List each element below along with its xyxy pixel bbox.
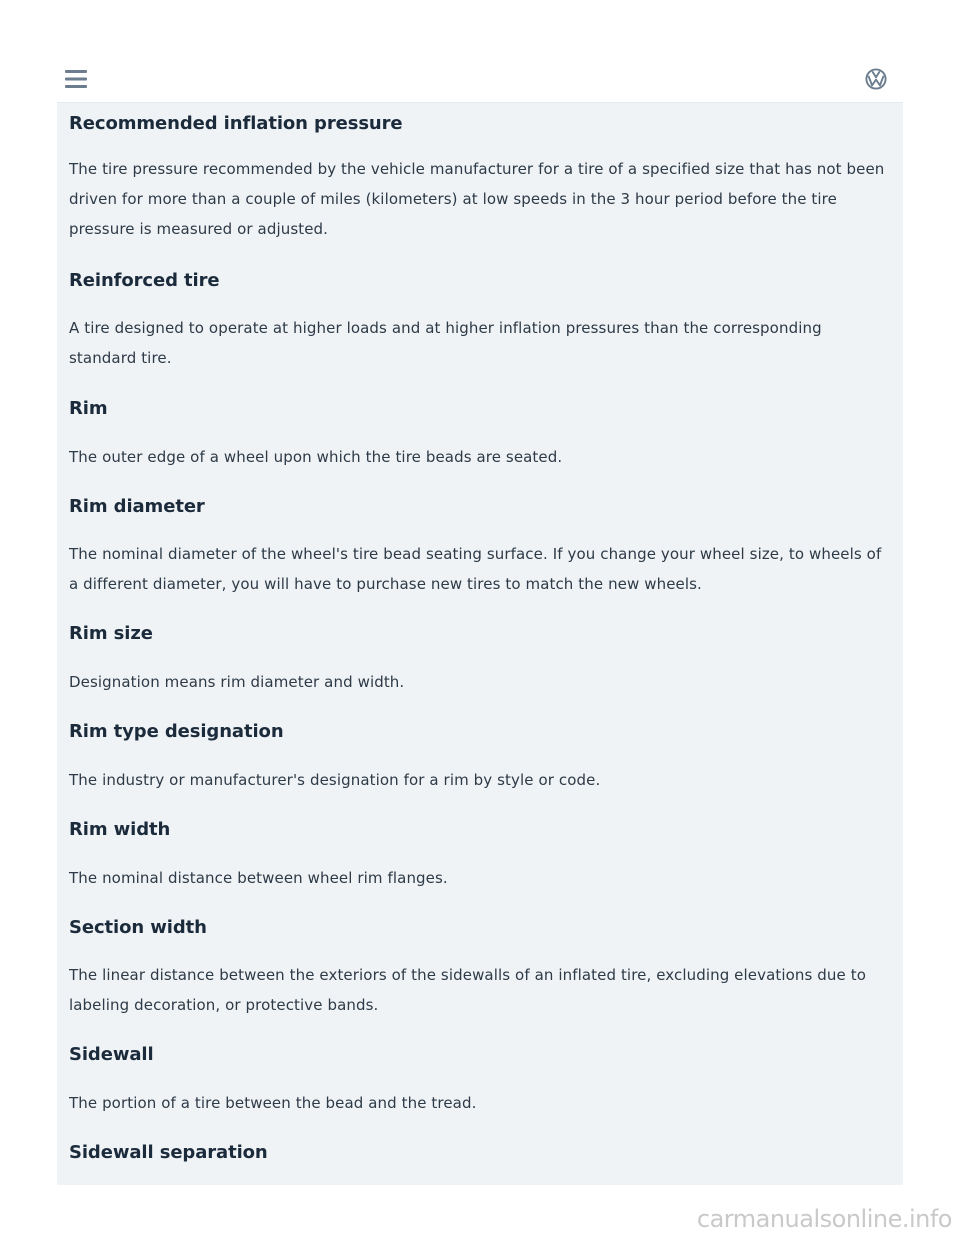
watermark: carmanualsonline.info <box>696 1205 952 1233</box>
entry-title: Rim <box>69 398 108 419</box>
entry-title: Rim type designation <box>69 721 284 742</box>
entry-title: Rim diameter <box>69 496 205 517</box>
entry-body: The nominal distance between wheel rim flanges. <box>69 869 448 887</box>
entry-body: The linear distance between the exteriors of the sidewalls of an inflated tire, excluding elevations due to labeling decoration, or protective bands. <box>69 966 866 1014</box>
glossary-content <box>57 103 903 1185</box>
entry-body: The tire pressure recommended by the vehicle manufacturer for a tire of a specified size that has not been driven for more than a couple of miles (kilometers) at low speeds in the 3 hour period before the tire pressure is measured or adjusted. <box>69 160 885 238</box>
entry-body: The portion of a tire between the bead and the tread. <box>69 1094 477 1112</box>
entry-title: Rim width <box>69 819 171 840</box>
hamburger-menu-icon[interactable] <box>65 69 87 89</box>
entry-title: Section width <box>69 917 207 938</box>
entry-body: A tire designed to operate at higher loads and at higher inflation pressures than the corresponding standard tire. <box>69 319 822 367</box>
entry-title: Sidewall separation <box>69 1142 268 1163</box>
entry-body: Designation means rim diameter and width. <box>69 673 405 691</box>
entry-body: The nominal diameter of the wheel's tire bead seating surface. If you change your wheel size, to wheels of a different diameter, you will have to purchase new tires to match the new wheels. <box>69 545 882 593</box>
entry-title: Rim size <box>69 623 153 644</box>
entry-title: Sidewall <box>69 1044 154 1065</box>
entry-title: Recommended inflation pressure <box>69 113 403 134</box>
entry-title: Reinforced tire <box>69 270 220 291</box>
entry-body: The industry or manufacturer's designation for a rim by style or code. <box>69 771 601 789</box>
top-bar <box>57 56 903 103</box>
entry-body: The outer edge of a wheel upon which the tire beads are seated. <box>69 448 563 466</box>
vw-logo-icon <box>865 68 887 90</box>
